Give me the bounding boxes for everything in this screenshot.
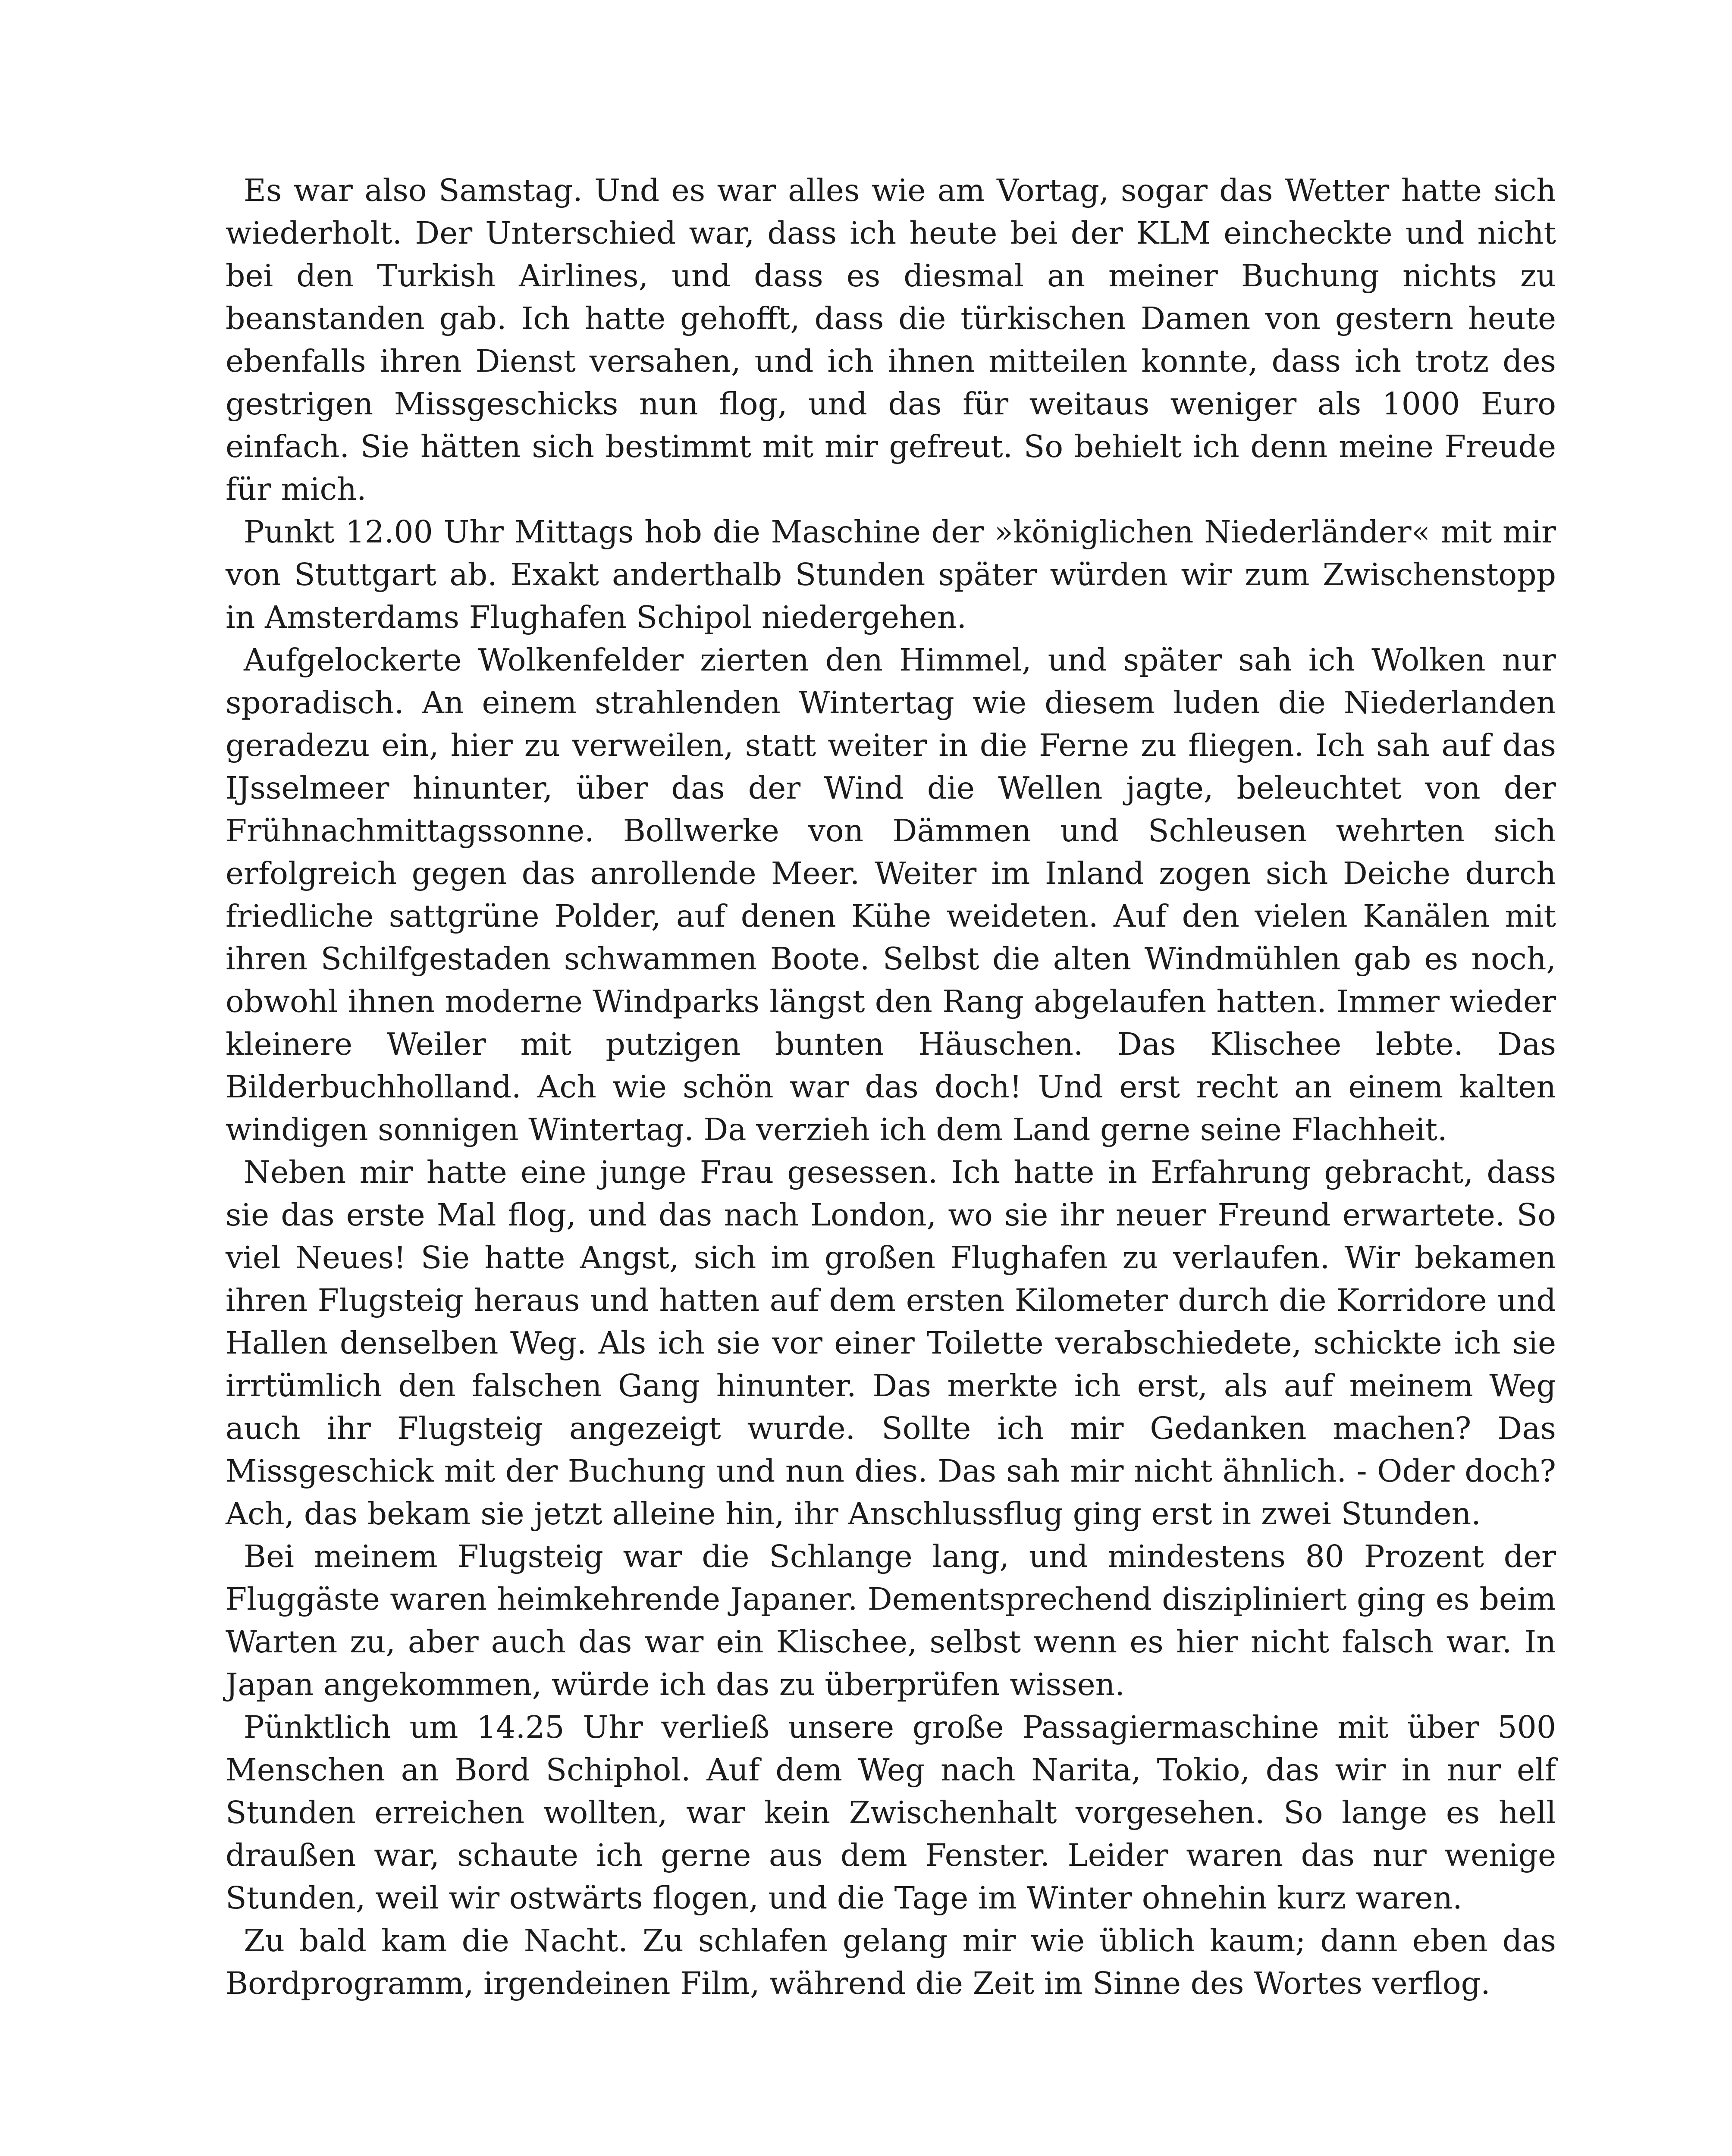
paragraph-7: Zu bald kam die Nacht. Zu schlafen gelang mir wie üblich kaum; dann eben das Bordprogramm, irgendeinen Film, während die Zeit im Sinne des Wortes verflog.	[226, 1923, 1556, 2001]
paragraph-6: Pünktlich um 14.25 Uhr verließ unsere große Passagiermaschine mit über 500 Menschen an Bord Schiphol. Auf dem Weg nach Narita, Tokio, das wir in nur elf Stunden erreichen wollten, war kein Zwischenhalt vorgesehen. So lange es hell draußen war, schaute ich gerne aus dem Fenster. Leider waren das nur wenige Stunden, weil wir ostwärts flogen, und die Tage im Winter ohnehin kurz waren.	[226, 1709, 1556, 1916]
paragraph-2: Punkt 12.00 Uhr Mittags hob die Maschine der »königlichen Niederländer« mit mir von Stuttgart ab. Exakt anderthalb Stunden später würden wir zum Zwischenstopp in Amsterdams Flughafen Schipol niedergehen.	[226, 514, 1556, 635]
paragraph-5: Bei meinem Flugsteig war die Schlange lang, und mindestens 80 Prozent der Fluggäste waren heimkehrende Japaner. Dementsprechend diszipliniert ging es beim Warten zu, aber auch das war ein Klischee, selbst wenn es hier nicht falsch war. In Japan angekommen, würde ich das zu überprüfen wissen.	[226, 1539, 1556, 1702]
paragraph-1: Es war also Samstag. Und es war alles wie am Vortag, sogar das Wetter hatte sich wiederholt. Der Unterschied war, dass ich heute bei der KLM eincheckte und nicht bei den Turkish Airlines, und dass es diesmal an meiner Buchung nichts zu beanstanden gab. Ich hatte gehofft, dass die türkischen Damen von gestern heute ebenfalls ihren Dienst versahen, und ich ihnen mitteilen konnte, dass ich trotz des gestrigen Missgeschicks nun flog, und das für weitaus weniger als 1000 Euro einfach. Sie hätten sich bestimmt mit mir gefreut. So behielt ich denn meine Freude für mich.	[226, 172, 1556, 507]
paragraph-3: Aufgelockerte Wolkenfelder zierten den Himmel, und später sah ich Wolken nur sporadisch. An einem strahlenden Wintertag wie diesem luden die Niederlanden geradezu ein, hier zu verweilen, statt weiter in die Ferne zu fliegen. Ich sah auf das IJsselmeer hinunter, über das der Wind die Wellen jagte, beleuchtet von der Frühnachmittagssonne. Bollwerke von Dämmen und Schleusen wehrten sich erfolgreich gegen das anrollende Meer. Weiter im Inland zogen sich Deiche durch friedliche sattgrüne Polder, auf denen Kühe weideten. Auf den vielen Kanälen mit ihren Schilfgestaden schwammen Boote. Selbst die alten Windmühlen gab es noch, obwohl ihnen moderne Windparks längst den Rang abgelaufen hatten. Immer wieder kleinere Weiler mit putzigen bunten Häuschen. Das Klischee lebte. Das Bilderbuchholland. Ach wie schön war das doch! Und erst recht an einem kalten windigen sonnigen Wintertag. Da verzieh ich dem Land gerne seine Flachheit.	[226, 642, 1556, 1147]
body-text	[226, 169, 1556, 2005]
paragraph-4: Neben mir hatte eine junge Frau gesessen. Ich hatte in Erfahrung gebracht, dass sie das erste Mal flog, und das nach London, wo sie ihr neuer Freund erwartete. So viel Neues! Sie hatte Angst, sich im großen Flughafen zu verlaufen. Wir bekamen ihren Flugsteig heraus und hatten auf dem ersten Kilometer durch die Korridore und Hallen denselben Weg. Als ich sie vor einer Toilette verabschiedete, schickte ich sie irrtümlich den falschen Gang hinunter. Das merkte ich erst, als auf meinem Weg auch ihr Flugsteig angezeigt wurde. Sollte ich mir Gedanken machen? Das Missgeschick mit der Buchung und nun dies. Das sah mir nicht ähnlich. - Oder doch? Ach, das bekam sie jetzt alleine hin, ihr Anschlussflug ging erst in zwei Stunden.	[226, 1154, 1556, 1532]
